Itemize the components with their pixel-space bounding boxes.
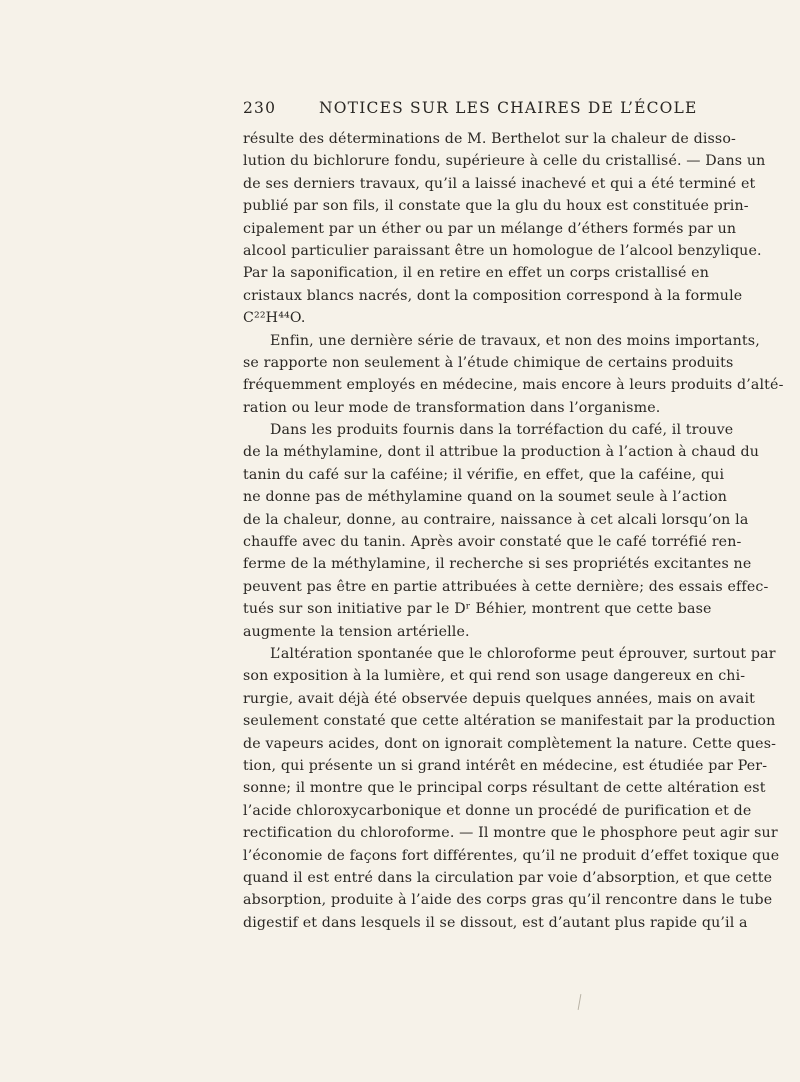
- page-number: 230: [243, 99, 277, 117]
- text-line: se rapporte non seulement à l’étude chimique de certains produits: [243, 354, 734, 371]
- text-line: de la méthylamine, dont il attribue la production à l’action à chaud du: [243, 444, 760, 461]
- text-line: publié par son fils, il constate que la glu du houx est constituée prin-: [243, 198, 749, 215]
- text-line: peuvent pas être en partie attribuées à cette dernière; des essais effec-: [243, 578, 769, 595]
- text-line: quand il est entré dans la circulation par voie d’absorption, et que cette: [243, 869, 773, 886]
- text-line: digestif et dans lesquels il se dissout, est d’autant plus rapide qu’il a: [243, 914, 748, 931]
- text-line: ration ou leur mode de transformation dans l’organisme.: [243, 399, 661, 416]
- text-line: de ses derniers travaux, qu’il a laissé inachevé et qui a été terminé et: [243, 175, 756, 192]
- text-line: tion, qui présente un si grand intérêt en médecine, est étudiée par Per-: [243, 757, 768, 774]
- body-text: [243, 128, 784, 934]
- text-line: cipalement par un éther ou par un mélange d’éthers formés par un: [243, 220, 737, 237]
- text-line: rurgie, avait déjà été observée depuis quelques années, mais on avait: [243, 690, 756, 707]
- text-line: augmente la tension artérielle.: [243, 623, 470, 640]
- text-line: C²²H⁴⁴O.: [243, 310, 306, 327]
- text-line: Dans les produits fournis dans la torréfaction du café, il trouve: [270, 422, 734, 439]
- text-line: cristaux blancs nacrés, dont la composition correspond à la formule: [243, 287, 743, 304]
- text-line: ne donne pas de méthylamine quand on la soumet seule à l’action: [243, 489, 728, 506]
- text-line: tanin du café sur la caféine; il vérifie, en effet, que la caféine, qui: [243, 466, 725, 483]
- text-line: alcool particulier paraissant être un homologue de l’alcool benzylique.: [243, 242, 762, 259]
- text-line: de la chaleur, donne, au contraire, naissance à cet alcali lorsqu’on la: [243, 511, 749, 528]
- text-line: fréquemment employés en médecine, mais encore à leurs produits d’alté-: [243, 377, 784, 394]
- text-line: Enfin, une dernière série de travaux, et non des moins importants,: [270, 332, 760, 349]
- text-line: ferme de la méthylamine, il recherche si ses propriétés excitantes ne: [243, 556, 752, 573]
- text-line: l’acide chloroxycarbonique et donne un procédé de purification et de: [243, 802, 752, 819]
- text-line: absorption, produite à l’aide des corps gras qu’il rencontre dans le tube: [243, 892, 773, 909]
- text-line: sonne; il montre que le principal corps résultant de cette altération est: [243, 780, 766, 797]
- text-line: chauffe avec du tanin. Après avoir constaté que le café torréfié ren-: [243, 534, 742, 551]
- text-line: Par la saponification, il en retire en effet un corps cristallisé en: [243, 265, 709, 282]
- scan-mark: [578, 994, 582, 1010]
- text-line: rectification du chloroforme. — Il montre que le phosphore peut agir sur: [243, 825, 778, 842]
- text-line: de vapeurs acides, dont on ignorait complètement la nature. Cette ques-: [243, 735, 777, 752]
- text-line: l’économie de façons fort différentes, qu’il ne produit d’effet toxique que: [243, 847, 780, 864]
- text-line: L’altération spontanée que le chloroforme peut éprouver, surtout par: [270, 645, 776, 662]
- running-title: NOTICES SUR LES CHAIRES DE L’ÉCOLE: [319, 99, 698, 117]
- text-line: son exposition à la lumière, et qui rend son usage dangereux en chi-: [243, 668, 746, 685]
- text-line: seulement constaté que cette altération se manifestait par la production: [243, 713, 776, 730]
- text-line: lution du bichlorure fondu, supérieure à celle du cristallisé. — Dans un: [243, 153, 766, 170]
- text-line: résulte des déterminations de M. Berthelot sur la chaleur de disso-: [243, 131, 736, 147]
- text-line: tués sur son initiative par le Dʳ Béhier, montrent que cette base: [243, 601, 712, 618]
